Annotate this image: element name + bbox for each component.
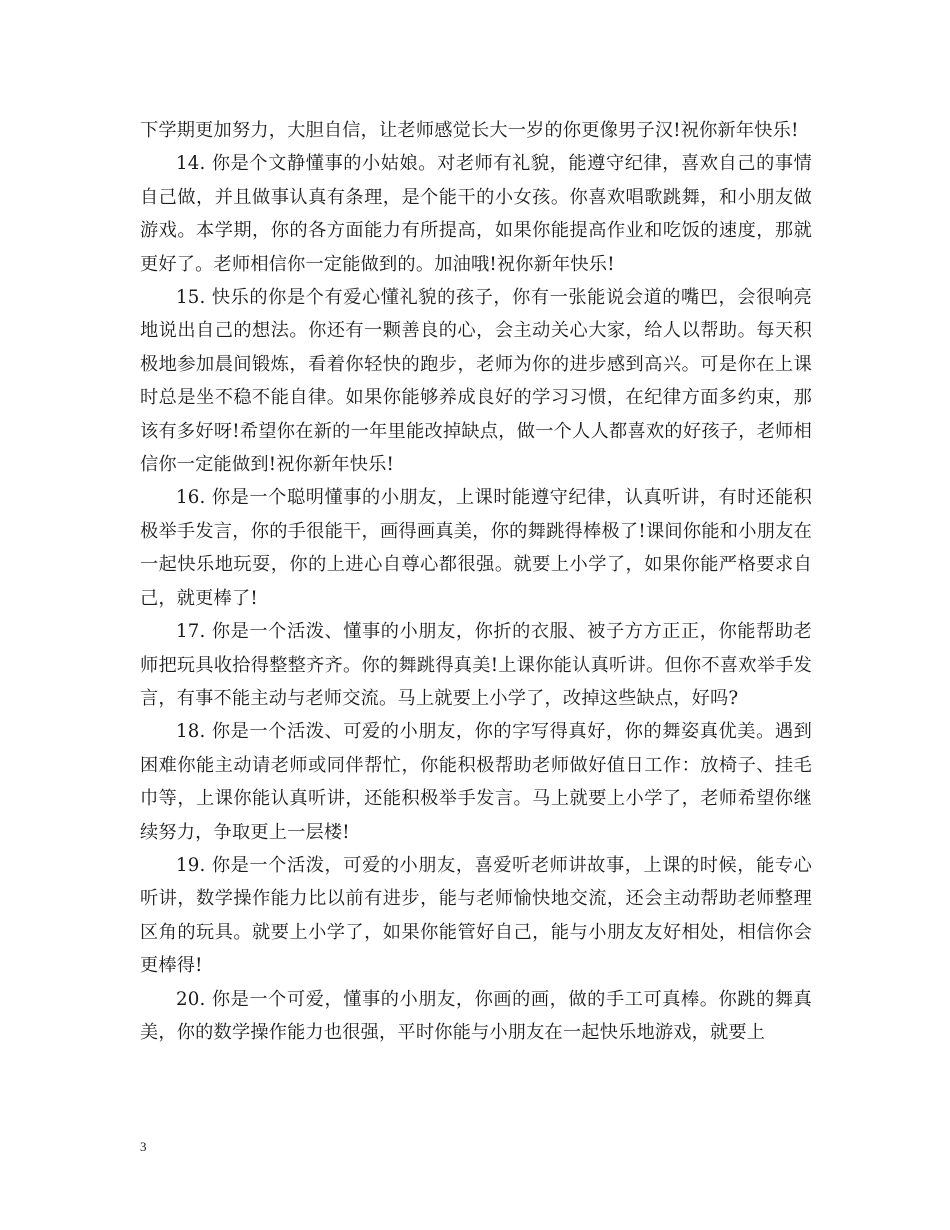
paragraph-item-18: 18. 你是一个活泼、可爱的小朋友，你的字写得真好，你的舞姿真优美。遇到困难你能主动请老师或同伴帮忙，你能积极帮助老师做好值日工作：放椅子、挂毛巾等，上课你能认真听讲，还能积极举手发言。马上就要上小学了，老师希望你继续努力，争取更上一层楼! [140,721,812,843]
paragraph-item-19: 19. 你是一个活泼，可爱的小朋友，喜爱听老师讲故事，上课的时候，能专心听讲，数学操作能力比以前有进步，能与老师愉快地交流，还会主动帮助老师整理区角的玩具。就要上小学了，如果你能管好自己，能与小朋友友好相处，相信你会更棒得! [140,854,812,977]
paragraph-item-14: 14. 你是个文静懂事的小姑娘。对老师有礼貌，能遵守纪律，喜欢自己的事情自己做，并且做事认真有条理，是个能干的小女孩。你喜欢唱歌跳舞，和小朋友做游戏。本学期，你的各方面能力有所提高，如果你能提高作业和吃饭的速度，那就更好了。老师相信你一定能做到的。加油哦!祝你新年快乐! [140,153,812,275]
paragraph-item-16: 16. 你是一个聪明懂事的小朋友，上课时能遵守纪律，认真听讲，有时还能积极举手发言，你的手很能干，画得画真美，你的舞跳得棒极了!课间你能和小朋友在一起快乐地玩耍，你的上进心自尊心都很强。就要上小学了，如果你能严格要求自己，就更棒了! [140,487,812,609]
paragraph-continuation: 下学期更加努力，大胆自信，让老师感觉长大一岁的你更像男子汉!祝你新年快乐! [140,120,799,141]
page-number: 3 [140,1139,147,1154]
document-body [140,114,812,1049]
paragraph-item-20: 20. 你是一个可爱，懂事的小朋友，你画的画，做的手工可真棒。你跳的舞真美，你的数学操作能力也很强，平时你能与小朋友在一起快乐地游戏，就要上 [140,988,812,1043]
paragraph-item-15: 15. 快乐的你是个有爱心懂礼貌的孩子，你有一张能说会道的嘴巴，会很响亮地说出自己的想法。你还有一颗善良的心，会主动关心大家，给人以帮助。每天积极地参加晨间锻炼，看着你轻快的跑步，老师为你的进步感到高兴。可是你在上课时总是坐不稳不能自律。如果你能够养成良好的学习习惯，在纪律方面多约束，那该有多好呀!希望你在新的一年里能改掉缺点，做一个人人都喜欢的好孩子，老师相信你一定能做到!祝你新年快乐! [140,287,812,476]
paragraph-item-17: 17. 你是一个活泼、懂事的小朋友，你折的衣服、被子方方正正，你能帮助老师把玩具收拾得整整齐齐。你的舞跳得真美!上课你能认真听讲。但你不喜欢举手发言，有事不能主动与老师交流。马上就要上小学了，改掉这些缺点，好吗? [140,621,812,709]
